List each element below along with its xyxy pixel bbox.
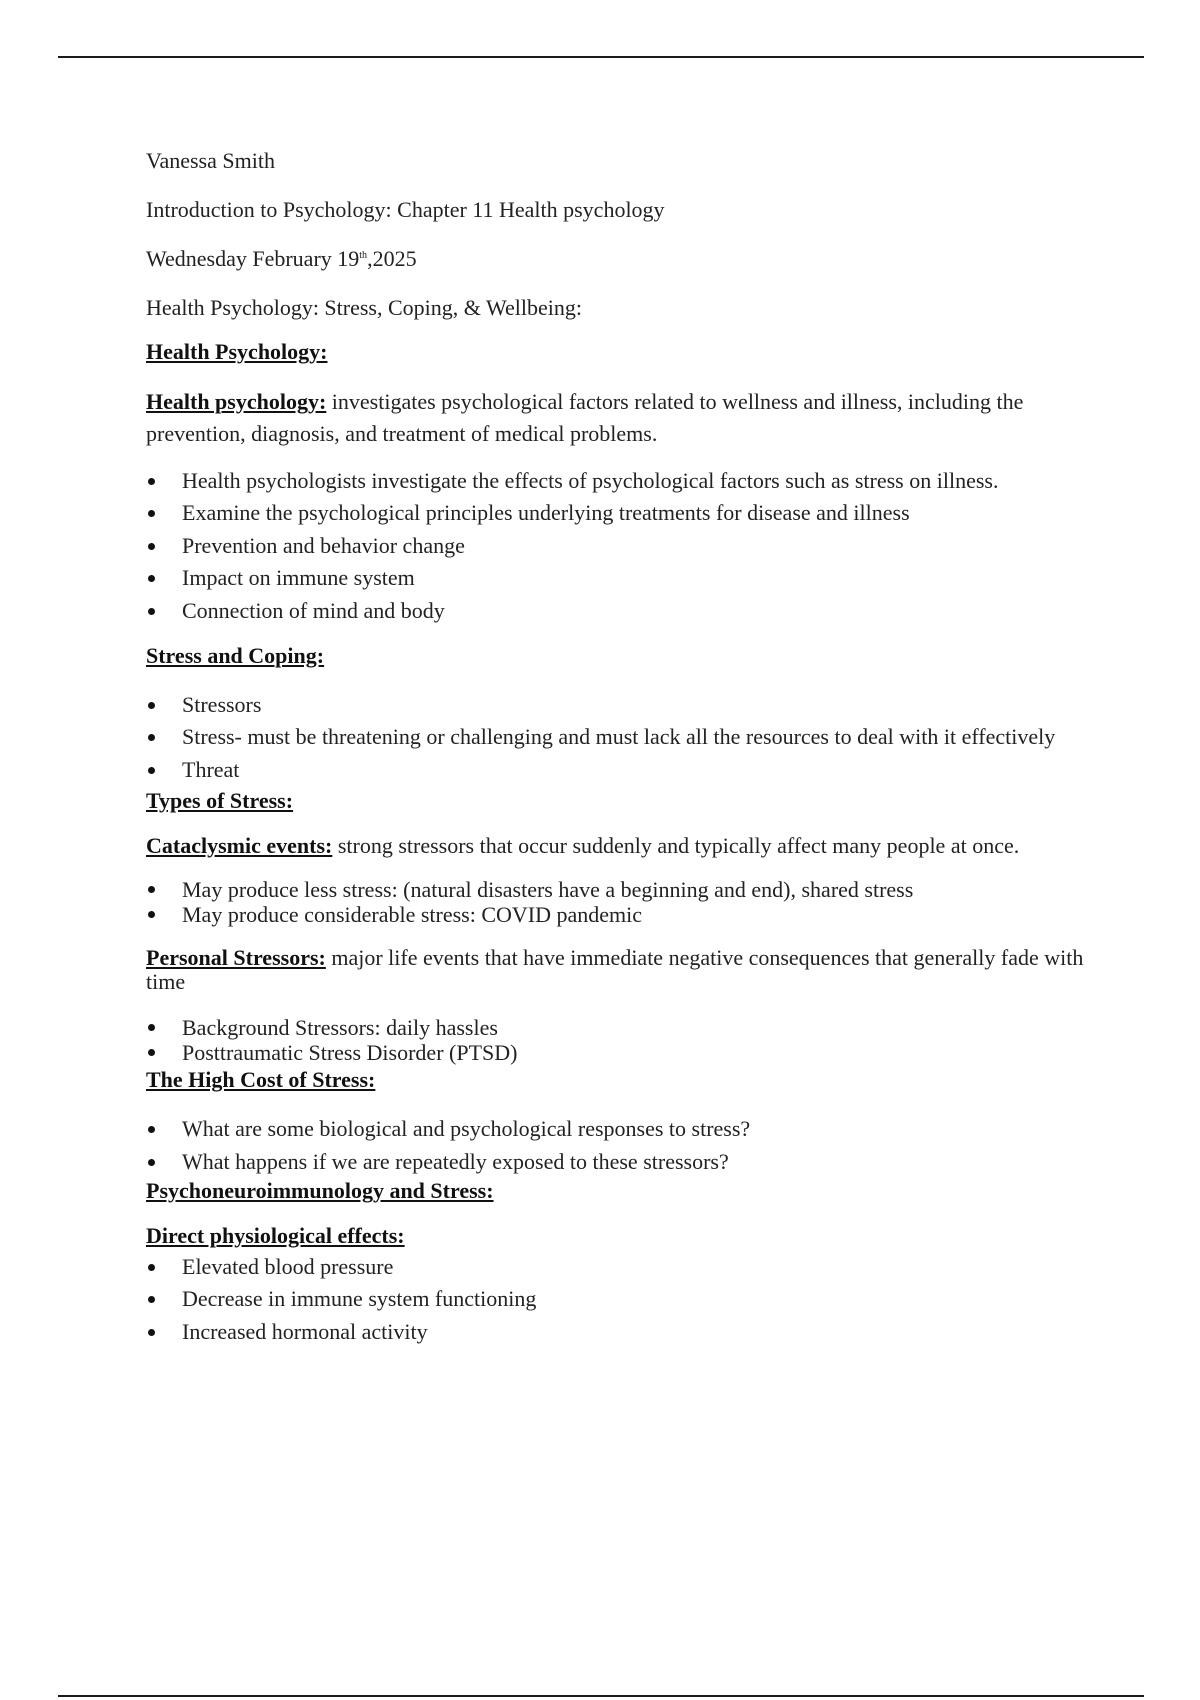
health-psychology-list bbox=[146, 465, 1086, 627]
bottom-rule bbox=[58, 1695, 1144, 1697]
list-item: What are some biological and psychological responses to stress? bbox=[146, 1113, 1086, 1145]
cataclysmic-events-definition bbox=[146, 834, 1086, 858]
list-item: Stressors bbox=[146, 689, 1086, 721]
subheading-direct-effects: Direct physiological effects: bbox=[146, 1223, 405, 1249]
list-item: Health psychologists investigate the effects of psychological factors such as stress on illness. bbox=[146, 465, 1086, 497]
definition-text: investigates psychological factors related to wellness and illness, including the prevention, diagnosis, and treatment of medical problems. bbox=[146, 389, 1024, 446]
list-item: Prevention and behavior change bbox=[146, 530, 1086, 562]
top-rule bbox=[58, 56, 1144, 58]
date-year: ,2025 bbox=[367, 246, 417, 271]
personal-stressors-term: Personal Stressors: bbox=[146, 945, 326, 971]
list-item: Background Stressors: daily hassles bbox=[146, 1015, 1086, 1040]
section-heading-stress-coping: Stress and Coping: bbox=[146, 643, 325, 669]
cataclysmic-text: strong stressors that occur suddenly and typically affect many people at once. bbox=[332, 833, 1020, 859]
document-date bbox=[146, 244, 1086, 274]
personal-stressors-list bbox=[146, 1015, 1086, 1065]
topic-title: Health Psychology: Stress, Coping, & Wellbeing: bbox=[146, 295, 582, 320]
date-ordinal: th bbox=[359, 250, 368, 261]
personal-stressors-definition bbox=[146, 946, 1086, 994]
list-item: Threat bbox=[146, 754, 1086, 786]
list-item: Examine the psychological principles underlying treatments for disease and illness bbox=[146, 497, 1086, 529]
author-name: Vanessa Smith bbox=[146, 148, 275, 173]
definition-term: Health psychology: bbox=[146, 389, 327, 414]
section-heading-high-cost: The High Cost of Stress: bbox=[146, 1067, 376, 1093]
list-item: Elevated blood pressure bbox=[146, 1251, 1086, 1283]
section-heading-pni: Psychoneuroimmunology and Stress: bbox=[146, 1178, 494, 1204]
personal-stressors-text: major life events that have immediate negative consequences that generally fade with time bbox=[146, 945, 1084, 995]
list-item: Stress- must be threatening or challenging and must lack all the resources to deal with it effectively bbox=[146, 721, 1086, 753]
list-item: Impact on immune system bbox=[146, 562, 1086, 594]
cataclysmic-events-list bbox=[146, 877, 1086, 927]
document-body bbox=[146, 146, 1086, 1348]
list-item: May produce less stress: (natural disasters have a beginning and end), shared stress bbox=[146, 877, 1086, 902]
list-item: Posttraumatic Stress Disorder (PTSD) bbox=[146, 1040, 1086, 1065]
list-item: May produce considerable stress: COVID pandemic bbox=[146, 902, 1086, 927]
course-title: Introduction to Psychology: Chapter 11 Health psychology bbox=[146, 197, 665, 222]
cataclysmic-term: Cataclysmic events: bbox=[146, 833, 333, 859]
list-item: Connection of mind and body bbox=[146, 595, 1086, 627]
direct-effects-list bbox=[146, 1251, 1086, 1348]
list-item: Increased hormonal activity bbox=[146, 1316, 1086, 1348]
list-item: What happens if we are repeatedly exposed to these stressors? bbox=[146, 1146, 1086, 1178]
section-heading-types-of-stress: Types of Stress: bbox=[146, 788, 294, 814]
date-prefix: Wednesday February 19 bbox=[146, 246, 360, 271]
section-heading-health-psychology: Health Psychology: bbox=[146, 339, 328, 364]
health-psychology-definition bbox=[146, 386, 1086, 450]
stress-coping-list bbox=[146, 689, 1086, 786]
high-cost-list bbox=[146, 1113, 1086, 1178]
list-item: Decrease in immune system functioning bbox=[146, 1283, 1086, 1315]
